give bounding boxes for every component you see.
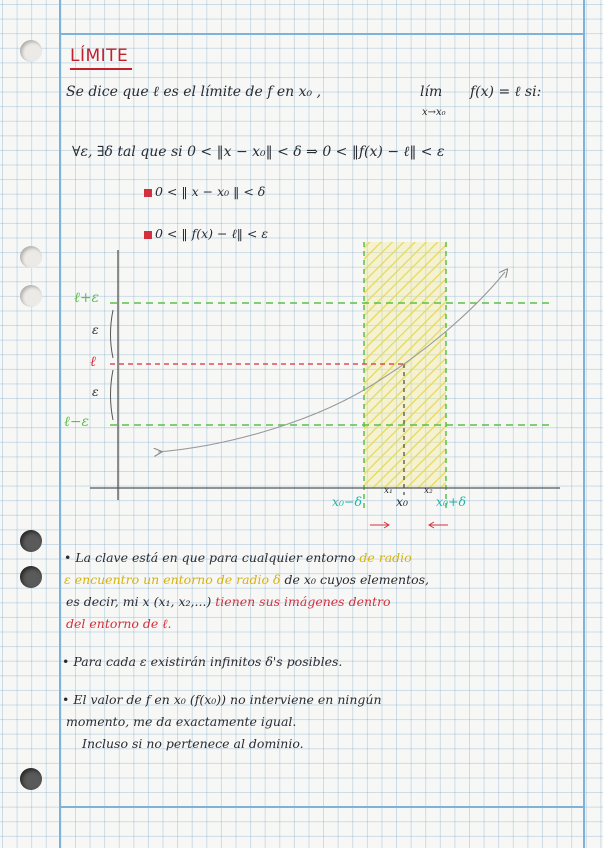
label-x0-minus-delta: x₀−δ: [332, 494, 363, 509]
note-1-part-d: de radio δ: [216, 572, 281, 587]
lim-subscript: x→x₀: [422, 107, 446, 118]
label-x1: x₁: [384, 486, 393, 496]
label-eps-lower: ε: [92, 384, 99, 399]
note-2: • Para cada ε existirán infinitos δ's posibles.: [62, 654, 343, 669]
note-1-part-g: tienen sus imágenes dentro: [215, 594, 391, 609]
note-1-line3: [66, 594, 391, 609]
note-1-part-b: de radio: [359, 550, 412, 565]
page-title: LÍMITE: [70, 46, 129, 66]
lim-word: lím: [420, 84, 443, 100]
condition-x-text: 0 < ‖ x − x₀ ‖ < δ: [155, 184, 266, 199]
label-x0: x₀: [396, 494, 409, 509]
note-1-part-e: de x₀ cuyos elementos,: [284, 572, 430, 587]
note-1-part-c: ε encuentro un entorno: [64, 572, 213, 587]
note-3-line1: • El valor de f en x₀ (f(x₀)) no interviene en ningún: [62, 692, 382, 707]
eps-brace-upper: [111, 310, 114, 358]
delta-neighborhood-band: [364, 242, 446, 488]
label-x2: x₂: [424, 486, 433, 496]
label-l-minus-eps: ℓ−ε: [64, 414, 90, 430]
definition-line1: Se dice que ℓ es el límite de f en x₀ ,: [66, 84, 322, 100]
note-1-line2: [64, 572, 429, 587]
label-l-plus-eps: ℓ+ε: [74, 290, 100, 306]
note-1-part-f: es decir, mi x (x₁, x₂,...): [66, 594, 212, 609]
note-3-line3: Incluso si no pertenece al dominio.: [82, 736, 304, 751]
condition-fx-text: 0 < ‖ f(x) − ℓ‖ < ε: [155, 226, 269, 241]
label-x0-plus-delta: x₀+δ: [436, 494, 467, 509]
lim-rest: f(x) = ℓ si:: [470, 84, 542, 100]
note-1-part-a: • La clave está en que para cualquier entorno: [64, 550, 356, 565]
note-3-line2: momento, me da exactamente igual.: [66, 714, 297, 729]
eps-brace-lower: [111, 370, 114, 420]
note-1-line4: del entorno de ℓ.: [66, 616, 172, 631]
label-l: ℓ: [90, 354, 96, 370]
note-1-line1: [64, 550, 412, 565]
label-eps-upper: ε: [92, 322, 99, 337]
definition-line2: ∀ε, ∃δ tal que si 0 < ‖x − x₀‖ < δ ⇒ 0 < ‖f(x) − ℓ‖ < ε: [72, 144, 445, 160]
